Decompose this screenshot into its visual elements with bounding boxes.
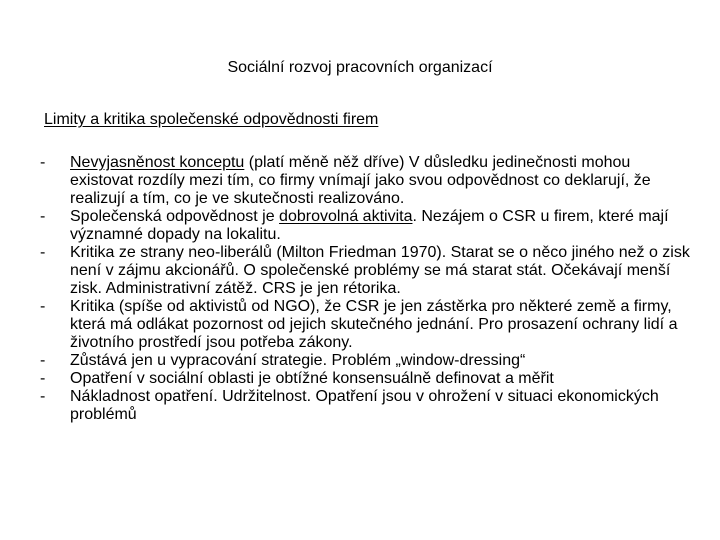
bullet-2-text: . Nezájem o CSR u firem, které mají významné dopady na lokalitu.	[70, 208, 669, 243]
bullet-item-7	[40, 388, 690, 424]
bullet-marker: -	[40, 154, 46, 171]
bullet-1-text: (platí měně něž dříve) V důsledku jedinečnosti mohou existovat rozdíly mezi tím, co firmy vnímají jako svou odpovědnost co deklarují, že realizují a tím, co je ve skutečnosti realizováno.	[70, 154, 651, 207]
bullet-3-text: Kritika ze strany neo-liberálů (Milton Friedman 1970). Starat se o něco jiného než o zisk není v zájmu akcionářů. O společenské problémy se má starat stát. Očekávají menší zisk. Administrativní zátěž. CRS je jen rétorika.	[70, 244, 690, 297]
slide-subtitle: Limity a kritika společenské odpovědnosti firem	[44, 111, 379, 128]
bullet-marker: -	[40, 370, 46, 387]
bullet-marker: -	[40, 298, 46, 315]
bullet-marker: -	[40, 388, 46, 405]
bullet-2-before: Společenská odpovědnost je	[70, 208, 280, 225]
bullet-item-5	[40, 352, 690, 370]
slide-title: Sociální rozvoj pracovních organizací	[227, 59, 493, 76]
bullet-marker: -	[40, 208, 46, 225]
bullet-2-underlined: dobrovolná aktivita	[279, 208, 413, 225]
bullet-list	[40, 154, 690, 424]
bullet-item-2	[40, 208, 690, 244]
bullet-1-underlined: Nevyjasněnost konceptu	[70, 154, 245, 171]
bullet-item-6	[40, 370, 690, 388]
bullet-item-1	[40, 154, 690, 208]
bullet-item-4	[40, 298, 690, 352]
bullet-7-text: Nákladnost opatření. Udržitelnost. Opatření jsou v ohrožení v situaci ekonomických problémů	[70, 388, 659, 423]
bullet-6-text: Opatření v sociální oblasti je obtížné konsensuálně definovat a měřit	[70, 370, 554, 387]
bullet-5-text: Zůstává jen u vypracování strategie. Problém „window-dressing“	[70, 352, 526, 369]
bullet-4-text: Kritika (spíše od aktivistů od NGO), že CSR je jen zástěrka pro některé země a firmy, která má odlákat pozornost od jejich skutečného jednání. Pro prosazení ochrany lidí a životního prostředí jsou potřeba zákony.	[70, 298, 678, 351]
bullet-marker: -	[40, 244, 46, 261]
bullet-marker: -	[40, 352, 46, 369]
bullet-item-3	[40, 244, 690, 298]
